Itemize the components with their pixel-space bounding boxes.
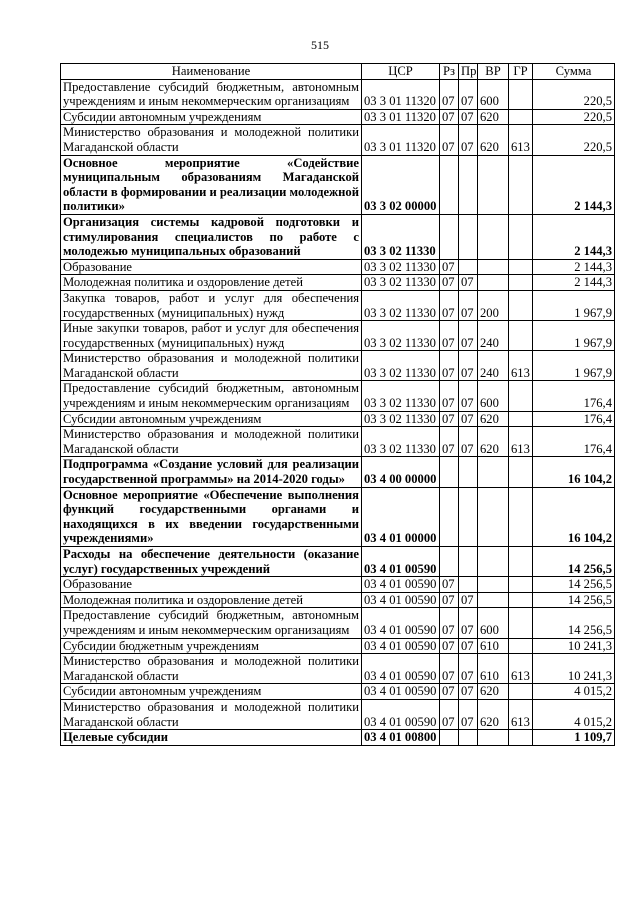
- cell-sum: 176,4: [533, 381, 615, 411]
- table-row: [61, 125, 615, 155]
- cell-csr: 03 3 02 11330: [362, 427, 440, 457]
- cell-rz: 07: [440, 381, 459, 411]
- cell-rz: [440, 730, 459, 746]
- table-body: [61, 79, 615, 745]
- column-header-pr: Пр: [459, 64, 478, 80]
- cell-csr: 03 4 01 00590: [362, 608, 440, 638]
- cell-vr: [478, 547, 509, 577]
- cell-vr: 620: [478, 125, 509, 155]
- cell-pr: [459, 730, 478, 746]
- cell-vr: 240: [478, 321, 509, 351]
- cell-sum: 1 109,7: [533, 730, 615, 746]
- cell-pr: 07: [459, 638, 478, 654]
- cell-rz: 07: [440, 109, 459, 125]
- column-header-gr: ГР: [509, 64, 533, 80]
- cell-gr: [509, 608, 533, 638]
- cell-gr: [509, 259, 533, 275]
- cell-gr: [509, 381, 533, 411]
- cell-csr: 03 4 01 00590: [362, 592, 440, 608]
- cell-rz: 07: [440, 427, 459, 457]
- cell-csr: 03 3 02 11330: [362, 290, 440, 320]
- cell-pr: 07: [459, 699, 478, 729]
- cell-name: Субсидии автономным учреждениям: [61, 411, 362, 427]
- cell-vr: 620: [478, 411, 509, 427]
- cell-pr: 07: [459, 79, 478, 109]
- table-row: [61, 275, 615, 291]
- cell-pr: 07: [459, 654, 478, 684]
- cell-rz: [440, 487, 459, 546]
- table-row: [61, 109, 615, 125]
- cell-csr: 03 3 02 11330: [362, 214, 440, 259]
- cell-gr: [509, 411, 533, 427]
- cell-gr: 613: [509, 699, 533, 729]
- cell-rz: 07: [440, 290, 459, 320]
- cell-rz: [440, 214, 459, 259]
- cell-pr: [459, 577, 478, 593]
- cell-pr: 07: [459, 381, 478, 411]
- cell-name: Предоставление субсидий бюджетным, автономным учреждениям и иным некоммерческим организациям: [61, 381, 362, 411]
- cell-vr: [478, 457, 509, 487]
- cell-name: Расходы на обеспечение деятельности (оказание услуг) государственных учреждений: [61, 547, 362, 577]
- page-number: 515: [311, 38, 329, 52]
- cell-csr: 03 4 01 00590: [362, 547, 440, 577]
- cell-rz: [440, 547, 459, 577]
- cell-rz: [440, 155, 459, 214]
- budget-table: [60, 63, 615, 746]
- cell-rz: 07: [440, 411, 459, 427]
- cell-sum: 2 144,3: [533, 214, 615, 259]
- cell-sum: 10 241,3: [533, 638, 615, 654]
- cell-csr: 03 4 01 00590: [362, 638, 440, 654]
- cell-vr: 600: [478, 381, 509, 411]
- cell-vr: [478, 214, 509, 259]
- cell-name: Министерство образования и молодежной политики Магаданской области: [61, 699, 362, 729]
- cell-vr: 620: [478, 427, 509, 457]
- cell-name: Субсидии автономным учреждениям: [61, 109, 362, 125]
- cell-csr: 03 3 02 11330: [362, 351, 440, 381]
- cell-gr: [509, 577, 533, 593]
- cell-rz: 07: [440, 321, 459, 351]
- cell-rz: 07: [440, 654, 459, 684]
- cell-name: Образование: [61, 577, 362, 593]
- cell-vr: 600: [478, 79, 509, 109]
- cell-name: Министерство образования и молодежной политики Магаданской области: [61, 125, 362, 155]
- cell-vr: [478, 592, 509, 608]
- cell-gr: [509, 592, 533, 608]
- cell-pr: 07: [459, 608, 478, 638]
- table-row: [61, 592, 615, 608]
- cell-rz: 07: [440, 684, 459, 700]
- cell-pr: 07: [459, 275, 478, 291]
- cell-vr: 610: [478, 654, 509, 684]
- cell-sum: 176,4: [533, 427, 615, 457]
- cell-name: Целевые субсидии: [61, 730, 362, 746]
- cell-sum: 2 144,3: [533, 155, 615, 214]
- column-header-name: Наименование: [61, 64, 362, 80]
- cell-sum: 14 256,5: [533, 577, 615, 593]
- cell-vr: 200: [478, 290, 509, 320]
- cell-rz: 07: [440, 275, 459, 291]
- cell-rz: 07: [440, 638, 459, 654]
- cell-sum: 1 967,9: [533, 351, 615, 381]
- cell-rz: 07: [440, 592, 459, 608]
- cell-rz: 07: [440, 577, 459, 593]
- cell-gr: [509, 547, 533, 577]
- cell-pr: 07: [459, 109, 478, 125]
- cell-csr: 03 4 01 00590: [362, 699, 440, 729]
- cell-pr: [459, 155, 478, 214]
- cell-gr: [509, 109, 533, 125]
- table-row: [61, 259, 615, 275]
- cell-csr: 03 3 02 11330: [362, 411, 440, 427]
- cell-name: Молодежная политика и оздоровление детей: [61, 275, 362, 291]
- cell-gr: [509, 321, 533, 351]
- cell-sum: 176,4: [533, 411, 615, 427]
- cell-csr: 03 3 01 11320: [362, 79, 440, 109]
- table-row: [61, 155, 615, 214]
- cell-name: Молодежная политика и оздоровление детей: [61, 592, 362, 608]
- cell-gr: [509, 214, 533, 259]
- cell-vr: [478, 155, 509, 214]
- cell-name: Министерство образования и молодежной политики Магаданской области: [61, 427, 362, 457]
- cell-csr: 03 4 01 00590: [362, 654, 440, 684]
- cell-gr: 613: [509, 654, 533, 684]
- table-row: [61, 214, 615, 259]
- cell-name: Субсидии автономным учреждениям: [61, 684, 362, 700]
- cell-csr: 03 3 02 11330: [362, 381, 440, 411]
- cell-csr: 03 3 01 11320: [362, 125, 440, 155]
- cell-pr: 07: [459, 411, 478, 427]
- cell-csr: 03 4 01 00590: [362, 577, 440, 593]
- cell-pr: [459, 547, 478, 577]
- cell-name: Иные закупки товаров, работ и услуг для обеспечения государственных (муниципальных) нужд: [61, 321, 362, 351]
- table-row: [61, 608, 615, 638]
- cell-rz: 07: [440, 351, 459, 381]
- table-row: [61, 411, 615, 427]
- cell-pr: 07: [459, 351, 478, 381]
- cell-vr: [478, 275, 509, 291]
- cell-vr: 620: [478, 684, 509, 700]
- table-row: [61, 487, 615, 546]
- cell-pr: [459, 487, 478, 546]
- cell-rz: 07: [440, 79, 459, 109]
- cell-vr: 620: [478, 109, 509, 125]
- table-row: [61, 638, 615, 654]
- cell-gr: [509, 638, 533, 654]
- cell-sum: 10 241,3: [533, 654, 615, 684]
- cell-sum: 4 015,2: [533, 699, 615, 729]
- cell-sum: 4 015,2: [533, 684, 615, 700]
- cell-pr: [459, 259, 478, 275]
- cell-vr: 610: [478, 638, 509, 654]
- column-header-rz: Рз: [440, 64, 459, 80]
- table-row: [61, 547, 615, 577]
- cell-name: Основное мероприятие «Содействие муниципальным образованиям Магаданской области в формировании и реализации молодежной политики»: [61, 155, 362, 214]
- cell-sum: 16 104,2: [533, 487, 615, 546]
- cell-sum: 1 967,9: [533, 290, 615, 320]
- cell-sum: 2 144,3: [533, 275, 615, 291]
- cell-sum: 1 967,9: [533, 321, 615, 351]
- table-row: [61, 730, 615, 746]
- cell-sum: 2 144,3: [533, 259, 615, 275]
- cell-name: Предоставление субсидий бюджетным, автономным учреждениям и иным некоммерческим организациям: [61, 79, 362, 109]
- cell-pr: [459, 214, 478, 259]
- table-row: [61, 699, 615, 729]
- cell-gr: [509, 290, 533, 320]
- cell-name: Субсидии бюджетным учреждениям: [61, 638, 362, 654]
- cell-csr: 03 4 01 00590: [362, 684, 440, 700]
- column-header-vr: ВР: [478, 64, 509, 80]
- table-row: [61, 684, 615, 700]
- table-header-row: [61, 64, 615, 80]
- cell-name: Закупка товаров, работ и услуг для обеспечения государственных (муниципальных) нужд: [61, 290, 362, 320]
- cell-name: Образование: [61, 259, 362, 275]
- cell-gr: [509, 487, 533, 546]
- cell-vr: 620: [478, 699, 509, 729]
- cell-gr: [509, 155, 533, 214]
- table-row: [61, 427, 615, 457]
- cell-vr: [478, 577, 509, 593]
- cell-pr: 07: [459, 592, 478, 608]
- cell-vr: [478, 730, 509, 746]
- cell-csr: 03 3 02 11330: [362, 259, 440, 275]
- cell-sum: 220,5: [533, 79, 615, 109]
- cell-vr: [478, 487, 509, 546]
- table-row: [61, 321, 615, 351]
- cell-sum: 14 256,5: [533, 547, 615, 577]
- cell-gr: [509, 457, 533, 487]
- column-header-sum: Сумма: [533, 64, 615, 80]
- cell-name: Министерство образования и молодежной политики Магаданской области: [61, 654, 362, 684]
- cell-name: Подпрограмма «Создание условий для реализации государственной программы» на 2014-2020 годы»: [61, 457, 362, 487]
- cell-csr: 03 3 02 11330: [362, 275, 440, 291]
- table-row: [61, 351, 615, 381]
- cell-sum: 220,5: [533, 125, 615, 155]
- cell-rz: 07: [440, 125, 459, 155]
- table-row: [61, 654, 615, 684]
- cell-name: Организация системы кадровой подготовки и стимулирования специалистов по работе с молодежью муниципальных образований: [61, 214, 362, 259]
- cell-pr: [459, 457, 478, 487]
- cell-name: Основное мероприятие «Обеспечение выполнения функций государственными органами и находящихся в их введении государственными учреждениями»: [61, 487, 362, 546]
- cell-name: Министерство образования и молодежной политики Магаданской области: [61, 351, 362, 381]
- table-row: [61, 79, 615, 109]
- cell-sum: 14 256,5: [533, 608, 615, 638]
- cell-vr: 240: [478, 351, 509, 381]
- cell-csr: 03 3 02 00000: [362, 155, 440, 214]
- cell-csr: 03 4 00 00000: [362, 457, 440, 487]
- table-row: [61, 290, 615, 320]
- cell-gr: [509, 684, 533, 700]
- cell-rz: 07: [440, 608, 459, 638]
- cell-gr: [509, 730, 533, 746]
- cell-csr: 03 4 01 00000: [362, 487, 440, 546]
- table-row: [61, 577, 615, 593]
- table-row: [61, 381, 615, 411]
- table-row: [61, 457, 615, 487]
- cell-pr: 07: [459, 684, 478, 700]
- cell-csr: 03 3 01 11320: [362, 109, 440, 125]
- cell-pr: 07: [459, 290, 478, 320]
- cell-rz: 07: [440, 699, 459, 729]
- cell-pr: 07: [459, 321, 478, 351]
- cell-gr: [509, 79, 533, 109]
- cell-gr: 613: [509, 125, 533, 155]
- cell-gr: 613: [509, 427, 533, 457]
- cell-gr: 613: [509, 351, 533, 381]
- cell-sum: 220,5: [533, 109, 615, 125]
- cell-pr: 07: [459, 427, 478, 457]
- cell-gr: [509, 275, 533, 291]
- cell-vr: [478, 259, 509, 275]
- cell-csr: 03 4 01 00800: [362, 730, 440, 746]
- cell-sum: 14 256,5: [533, 592, 615, 608]
- cell-pr: 07: [459, 125, 478, 155]
- cell-name: Предоставление субсидий бюджетным, автономным учреждениям и иным некоммерческим организациям: [61, 608, 362, 638]
- cell-rz: [440, 457, 459, 487]
- column-header-csr: ЦСР: [362, 64, 440, 80]
- cell-csr: 03 3 02 11330: [362, 321, 440, 351]
- cell-sum: 16 104,2: [533, 457, 615, 487]
- cell-vr: 600: [478, 608, 509, 638]
- cell-rz: 07: [440, 259, 459, 275]
